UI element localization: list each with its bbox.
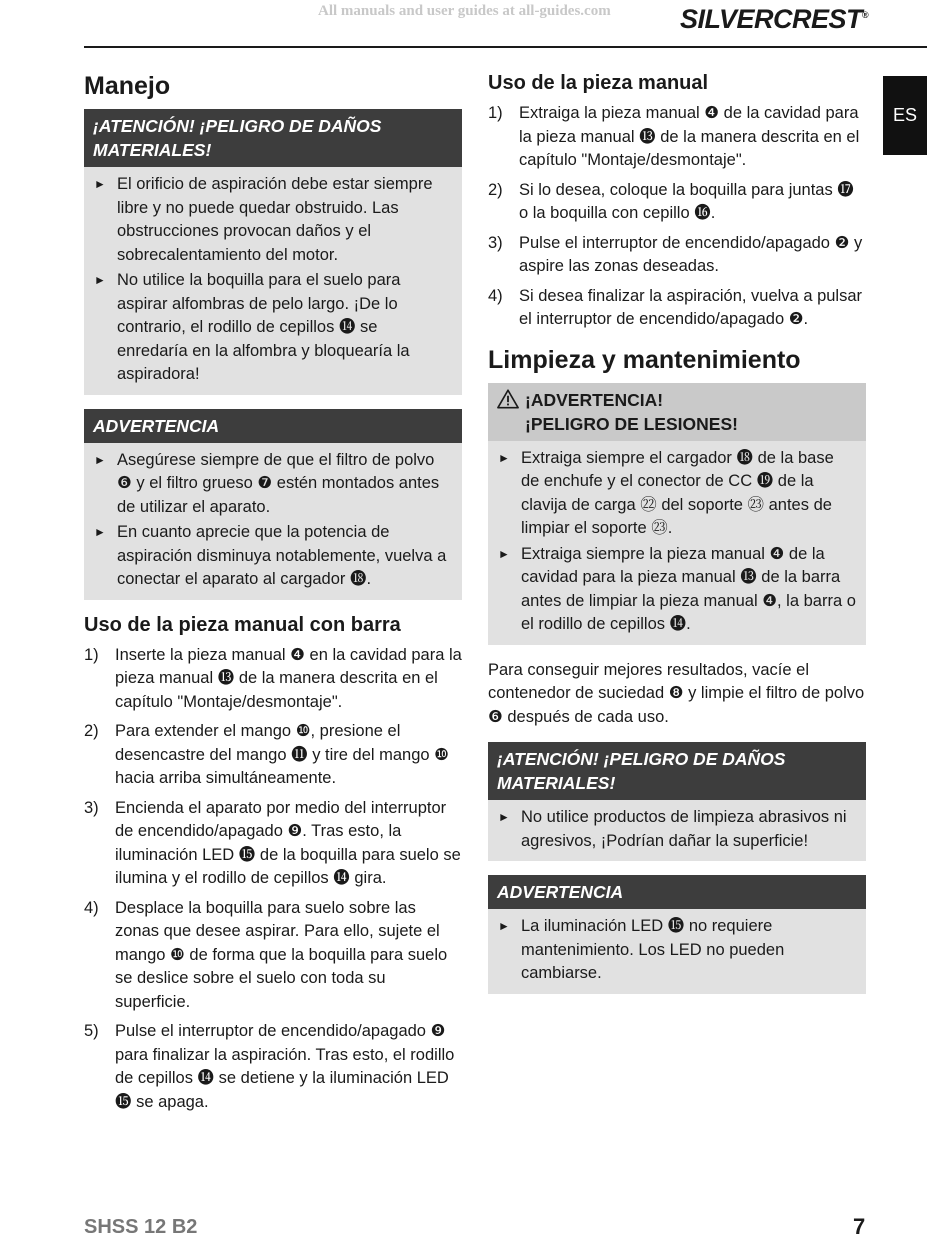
watermark: All manuals and user guides at all-guides.com	[318, 3, 611, 19]
triangle-right-icon: ►	[94, 273, 106, 287]
triangle-right-icon: ►	[498, 810, 510, 824]
section-title-cleaning: Limpieza y mantenimiento	[488, 345, 801, 374]
list-item: ► El orificio de aspiración debe estar siempre libre y no puede quedar obstruido. Las obstrucciones provocan daños y el sobrecalentamiento del motor.	[94, 175, 433, 264]
list-item: ► En cuanto aprecie que la potencia de aspiración disminuya notablemente, vuelva a conectar el aparato al cargador ⓲.	[94, 523, 447, 588]
warning-heading-line1: ¡ADVERTENCIA!	[525, 389, 664, 410]
injury-warning-heading	[488, 383, 866, 441]
triangle-right-icon: ►	[94, 177, 106, 191]
attention-box	[84, 109, 462, 395]
footer-model: SHSS 12 B2	[84, 1216, 198, 1238]
list-item: ► Extraiga siempre la pieza manual ❹ de la cavidad para la pieza manual ⓭ de la barra antes de limpiar la pieza manual ❹, la barra o el rodillo de cepillos ⓮.	[498, 544, 856, 633]
header-rule	[84, 46, 927, 48]
steps-list	[488, 102, 866, 332]
attention-heading: ¡ATENCIÓN! ¡PELIGRO DE DAÑOS MATERIALES!	[84, 109, 462, 167]
step-item: 2) Si lo desea, coloque la boquilla para juntas ⓱ o la boquilla con cepillo ⓰.	[488, 180, 854, 222]
warning-heading: ADVERTENCIA	[488, 875, 866, 909]
step-item: 2) Para extender el mango ❿, presione el desencastre del mango ⓫ y tire del mango ❿ hacia arriba simultáneamente.	[84, 722, 449, 787]
section-title-manejo: Manejo	[84, 72, 171, 100]
list-item: ► Extraiga siempre el cargador ⓲ de la base de enchufe y el conector de CC ⓳ de la clavija de carga ㉒ del soporte ㉓ antes de limpiar el soporte ㉓.	[498, 448, 834, 537]
triangle-right-icon: ►	[94, 452, 106, 467]
step-item: 5) Pulse el interruptor de encendido/apagado ❾ para finalizar la aspiración. Tras esto, el rodillo de cepillos ⓮ se detiene y la iluminación LED ⓯ se apaga.	[84, 1022, 455, 1111]
right-column	[488, 72, 866, 1008]
triangle-right-icon: ►	[498, 919, 510, 933]
warning-box	[488, 875, 866, 994]
language-tab: ES	[883, 76, 927, 155]
page-number: 7	[853, 1214, 866, 1239]
triangle-right-icon: ►	[498, 450, 510, 465]
warning-heading-line2: ¡PELIGRO DE LESIONES!	[525, 413, 738, 434]
attention-heading: ¡ATENCIÓN! ¡PELIGRO DE DAÑOS MATERIALES!	[488, 742, 866, 800]
step-item: 1) Extraiga la pieza manual ❹ de la cavidad para la pieza manual ⓭ de la manera descrita en el capítulo "Montaje/desmontaje".	[488, 104, 860, 169]
step-item: 4) Desplace la boquilla para suelo sobre las zonas que desee aspirar. Para ello, sujete el mango ❿ de forma que la boquilla para suelo se deslice sobre el suelo con toda su superficie.	[84, 898, 448, 1011]
step-item: 3) Pulse el interruptor de encendido/apagado ❷ y aspire las zonas deseadas.	[488, 233, 863, 275]
triangle-right-icon: ►	[94, 525, 106, 539]
warning-heading: ADVERTENCIA	[84, 409, 462, 443]
attention-box	[488, 742, 866, 861]
list-item: ► No utilice productos de limpieza abrasivos ni agresivos, ¡Podrían dañar la superficie!	[498, 808, 847, 850]
left-column	[84, 72, 462, 1120]
brand-logo	[680, 4, 868, 35]
list-item: ► No utilice la boquilla para el suelo para aspirar alfombras de pelo largo. ¡De lo contrario, el rodillo de cepillos ⓮ se enredaría en la alfombra y bloquearía la aspiradora!	[94, 271, 410, 383]
warning-box	[84, 409, 462, 600]
cleaning-paragraph: Para conseguir mejores resultados, vacíe el contenedor de suciedad ❽ y limpie el filtro de polvo ❻ después de cada uso.	[488, 660, 865, 726]
triangle-right-icon: ►	[498, 546, 510, 561]
step-item: 4) Si desea finalizar la aspiración, vuelva a pulsar el interruptor de encendido/apagado ❷.	[488, 286, 863, 328]
brand-name: SILVERCREST	[680, 4, 863, 34]
brand-registered-mark: ®	[862, 10, 869, 20]
list-item: ► La iluminación LED ⓯ no requiere mantenimiento. Los LED no pueden cambiarse.	[498, 917, 785, 982]
subsection-title-handheld-with-bar: Uso de la pieza manual con barra	[84, 613, 401, 636]
steps-list	[84, 644, 462, 1115]
step-item: 3) Encienda el aparato por medio del interruptor de encendido/apagado ❾. Tras esto, la iluminación LED ⓯ de la boquilla para suelo se ilumina y el rodillo de cepillos ⓮ gira.	[84, 798, 461, 887]
subsection-title-handheld: Uso de la pieza manual	[488, 72, 709, 94]
warning-triangle-icon	[497, 388, 519, 409]
injury-warning-box	[488, 383, 866, 645]
list-item: ► Asegúrese siempre de que el filtro de polvo ❻ y el filtro grueso ❼ estén montados antes de utilizar el aparato.	[94, 450, 440, 516]
step-item: 1) Inserte la pieza manual ❹ en la cavidad para la pieza manual ⓭ de la manera descrita en el capítulo "Montaje/desmontaje".	[84, 645, 462, 711]
